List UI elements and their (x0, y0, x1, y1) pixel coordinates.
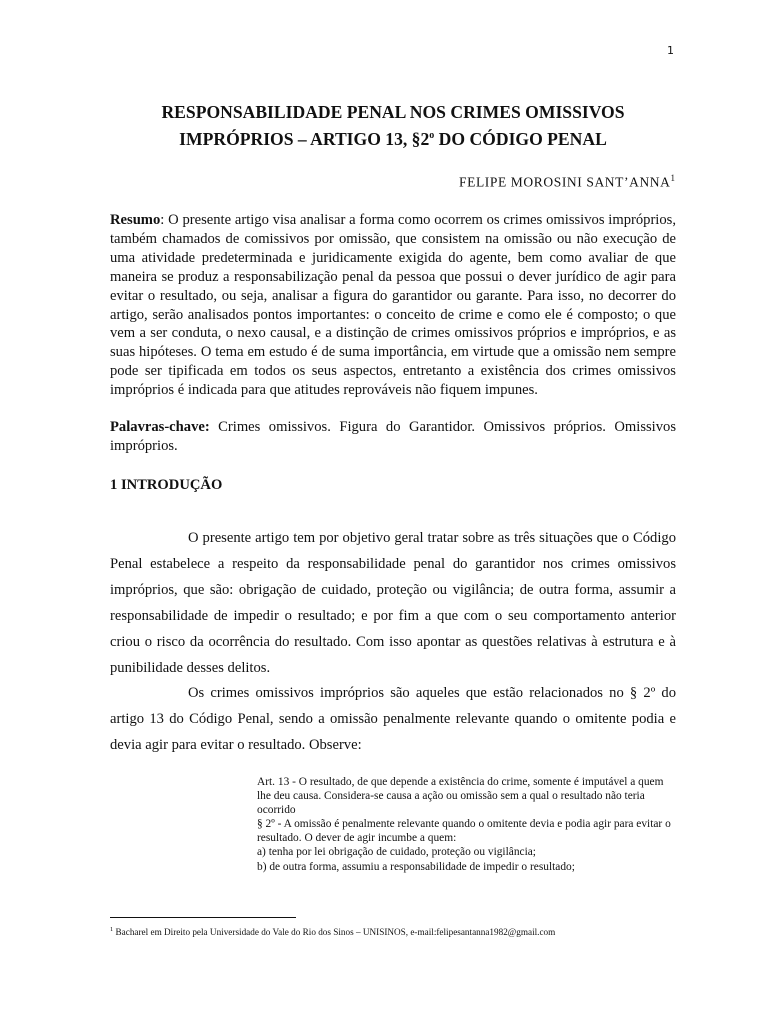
page-number: 1 (667, 44, 674, 57)
quote-line: a) tenha por lei obrigação de cuidado, proteção ou vigilância; (257, 846, 536, 859)
abstract-label: Resumo (110, 212, 161, 228)
abstract (110, 211, 676, 400)
section-heading: 1 INTRODUÇÃO (110, 477, 223, 493)
quote-line: § 2º - A omissão é penalmente relevante quando o omitente devia e podia agir para evitar o resultado. O dever de agir incumbe a quem: (257, 818, 671, 845)
footnote-divider (110, 917, 296, 918)
article-title (110, 100, 676, 151)
section-body (110, 526, 676, 759)
keywords-label: Palavras-chave: (110, 419, 210, 435)
abstract-text: : O presente artigo visa analisar a forma como ocorrem os crimes omissivos impróprios, também chamados de comissivos por omissão, que consistem na omissão ou não execução de uma atividade predeterminada e juridicamente exigida do agente, bem como avaliar de que maneira se produz a responsabilização penal da pessoa que possui o dever jurídico de agir para evitar o resultado, ou seja, analisar a figura do garantidor ou garante. Para isso, no decorrer do artigo, serão analisados pontos importantes: o conceito de crime e como ele é composto; o que vem a ser conduta, o nexo causal, e a distinção de crimes omissivos próprios e impróprios, e as suas hipóteses. O tema em estudo é de suma importância, em virtude que a omissão nem sempre pode ser tipificada em todos os seus aspectos, entretanto a existência dos crimes omissivos impróprios é indicada para que atitudes reprováveis não fiquem impunes. (110, 212, 676, 399)
footnote (110, 924, 680, 938)
quote-line: Art. 13 - O resultado, de que depende a existência do crime, somente é imputável a quem lhe deu causa. Considera-se causa a ação ou omissão sem a qual o resultado não teria ocorrido (257, 776, 664, 817)
title-line-2 (110, 124, 676, 151)
title-line-2-start: IMPRÓPRIOS – ARTIGO 13, §2 (179, 128, 430, 149)
quote-line: b) de outra forma, assumiu a responsabilidade de impedir o resultado; (257, 860, 575, 873)
footnote-text: Bacharel em Direito pela Universidade do Vale do Rio dos Sinos – UNISINOS, e-mail:felipesantanna1982@gmail.com (113, 927, 556, 938)
footnote-mark: 1 (110, 926, 114, 933)
author-name (459, 173, 675, 191)
keywords (110, 418, 676, 456)
body-paragraph: Os crimes omissivos impróprios são aqueles que estão relacionados no § 2º do artigo 13 do Código Penal, sendo a omissão penalmente relevante quando o omitente podia e devia agir para evitar o resultado. Observe: (110, 685, 676, 754)
author-name-text: FELIPE MOROSINI SANT’ANNA (458, 174, 671, 190)
body-paragraph: O presente artigo tem por objetivo geral tratar sobre as três situações que o Código Penal estabelece a respeito da responsabilidade penal do garantidor nos crimes omissivos impróprios, que são: obrigação de cuidado, proteção ou vigilância; de outra forma, assumir a responsabilidade de impedir o resultado; e por fim a que com o seu comportamento anterior criou o risco da ocorrência do resultado. Com isso apontar as questões relativas à estrutura e à punibilidade desses delitos. (110, 530, 676, 676)
title-superscript: o (429, 130, 435, 141)
title-line-2-end: DO CÓDIGO PENAL (434, 128, 607, 149)
title-line-1: RESPONSABILIDADE PENAL NOS CRIMES OMISSIVOS (161, 102, 625, 122)
keywords-text: Crimes omissivos. Figura do Garantidor. Omissivos próprios. Omissivos impróprios. (110, 419, 676, 454)
author-footnote-mark: 1 (670, 173, 675, 183)
legal-quote (257, 775, 677, 874)
